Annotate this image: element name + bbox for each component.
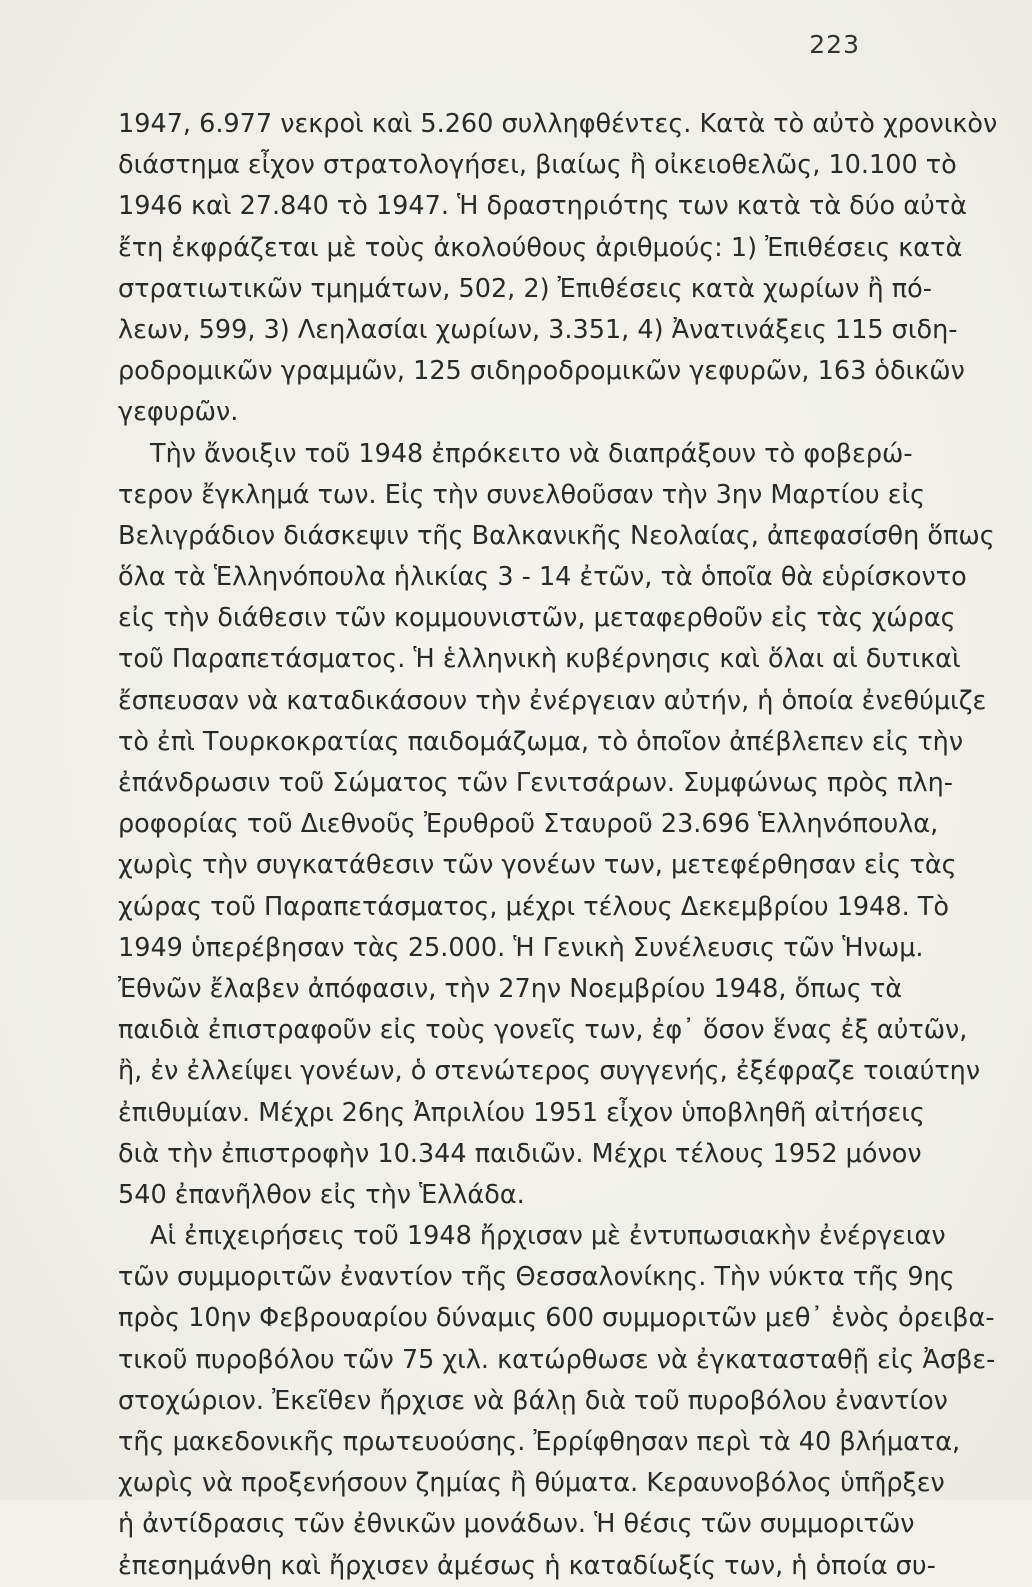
text-line: παιδιὰ ἐπιστραφοῦν εἰς τοὺς γονεῖς των, ἐφ᾽ ὅσον ἕνας ἐξ αὐτῶν, — [118, 1015, 968, 1046]
text-line: εἰς τὴν διάθεσιν τῶν κομμουνιστῶν, μεταφερθοῦν εἰς τὰς χώρας — [118, 603, 956, 634]
text-line: διὰ τὴν ἐπιστροφὴν 10.344 παιδιῶν. Μέχρι τέλους 1952 μόνον — [118, 1138, 922, 1169]
text-line: τοῦ Παραπετάσματος. Ἡ ἑλληνικὴ κυβέρνησις καὶ ὅλαι αἱ δυτικαὶ — [118, 644, 961, 675]
text-line: ὅλα τὰ Ἑλληνόπουλα ἡλικίας 3 - 14 ἐτῶν, τὰ ὁποῖα θὰ εὑρίσκοντο — [118, 562, 967, 593]
text-line: ἐπεσημάνθη καὶ ἤρχισεν ἀμέσως ἡ καταδίωξίς των, ἡ ὁποία συ- — [118, 1550, 936, 1581]
text-line: ἔσπευσαν νὰ καταδικάσουν τὴν ἐνέργειαν αὐτήν, ἡ ὁποία ἐνεθύμιζε — [118, 685, 987, 716]
text-line: τικοῦ πυροβόλου τῶν 75 χιλ. κατώρθωσε νὰ ἐγκατασταθῇ εἰς Ἀσβε- — [118, 1344, 996, 1375]
text-line: χωρὶς τὴν συγκατάθεσιν τῶν γονέων των, μετεφέρθησαν εἰς τὰς — [118, 850, 957, 881]
text-line: πρὸς 10ην Φεβρουαρίου δύναμις 600 συμμοριτῶν μεθ᾽ ἑνὸς ὀρειβα- — [118, 1303, 995, 1334]
page-number: 223 — [809, 30, 860, 59]
text-line: 1946 καὶ 27.840 τὸ 1947. Ἡ δραστηριότης των κατὰ τὰ δύο αὐτὰ — [118, 191, 967, 222]
text-line: γεφυρῶν. — [118, 397, 239, 428]
text-line: τῆς μακεδονικῆς πρωτευούσης. Ἐρρίφθησαν περὶ τὰ 40 βλήματα, — [118, 1427, 961, 1457]
text-line: διάστημα εἶχον στρατολογήσει, βιαίως ἢ οἰκειοθελῶς, 10.100 τὸ — [118, 150, 957, 181]
text-line: ροδρομικῶν γραμμῶν, 125 σιδηροδρομικῶν γεφυρῶν, 163 ὁδικῶν — [118, 356, 965, 387]
text-line: ἔτη ἐκφράζεται μὲ τοὺς ἀκολούθους ἀριθμούς: 1) Ἐπιθέσεις κατὰ — [118, 232, 963, 263]
text-line: χώρας τοῦ Παραπετάσματος, μέχρι τέλους Δεκεμβρίου 1948. Τὸ — [118, 891, 949, 922]
text-line: χωρὶς νὰ προξενήσουν ζημίας ἢ θύματα. Κεραυνοβόλος ὑπῆρξεν — [118, 1468, 945, 1499]
text-line: ἐπιθυμίαν. Μέχρι 26ης Ἀπριλίου 1951 εἶχον ὑποβληθῆ αἰτήσεις — [118, 1097, 925, 1128]
text-line: τὸ ἐπὶ Τουρκοκρατίας παιδομάζωμα, τὸ ὁποῖον ἀπέβλεπεν εἰς τὴν — [118, 726, 964, 757]
text-line: 1949 ὑπερέβησαν τὰς 25.000. Ἡ Γενικὴ Συνέλευσις τῶν Ἡνωμ. — [118, 932, 924, 963]
text-line: τῶν συμμοριτῶν ἐναντίον τῆς Θεσσαλονίκης. Τὴν νύκτα τῆς 9ης — [118, 1262, 955, 1293]
text-line: 1947, 6.977 νεκροὶ καὶ 5.260 συλληφθέντες. Κατὰ τὸ αὐτὸ χρονικὸν — [118, 109, 998, 139]
text-line: ἢ, ἐν ἐλλείψει γονέων, ὁ στενώτερος συγγενής, ἐξέφραζε τοιαύτην — [118, 1056, 981, 1087]
body-text — [118, 104, 998, 1587]
text-line: 540 ἐπανῆλθον εἰς τὴν Ἑλλάδα. — [118, 1179, 525, 1210]
text-line: ἡ ἀντίδρασις τῶν ἐθνικῶν μονάδων. Ἡ θέσις τῶν συμμοριτῶν — [118, 1509, 915, 1540]
text-line: λεων, 599, 3) Λεηλασίαι χωρίων, 3.351, 4) Ἀνατινάξεις 115 σιδη- — [118, 314, 958, 345]
text-line: Βελιγράδιον διάσκεψιν τῆς Βαλκανικῆς Νεολαίας, ἀπεφασίσθη ὅπως — [118, 520, 995, 551]
text-line: ἐπάνδρωσιν τοῦ Σώματος τῶν Γενιτσάρων. Συμφώνως πρὸς πλη- — [118, 768, 954, 798]
text-line: τερον ἔγκλημά των. Εἰς τὴν συνελθοῦσαν τὴν 3ην Μαρτίου εἰς — [118, 479, 926, 510]
text-line: ροφορίας τοῦ Διεθνοῦς Ἐρυθροῦ Σταυροῦ 23.696 Ἑλληνόπουλα, — [118, 809, 939, 840]
text-line: στοχώριον. Ἐκεῖθεν ἤρχισε νὰ βάλῃ διὰ τοῦ πυροβόλου ἐναντίον — [118, 1385, 948, 1416]
paragraph-first-line: Τὴν ἄνοιξιν τοῦ 1948 ἐπρόκειτο νὰ διαπράξουν τὸ φοβερώ- — [150, 438, 913, 469]
text-line: στρατιωτικῶν τμημάτων, 502, 2) Ἐπιθέσεις κατὰ χωρίων ἢ πό- — [118, 273, 932, 304]
paragraph-first-line: Αἱ ἐπιχειρήσεις τοῦ 1948 ἤρχισαν μὲ ἐντυπωσιακὴν ἐνέργειαν — [150, 1221, 946, 1252]
text-line: Ἐθνῶν ἔλαβεν ἀπόφασιν, τὴν 27ην Νοεμβρίου 1948, ὅπως τὰ — [118, 973, 903, 1004]
